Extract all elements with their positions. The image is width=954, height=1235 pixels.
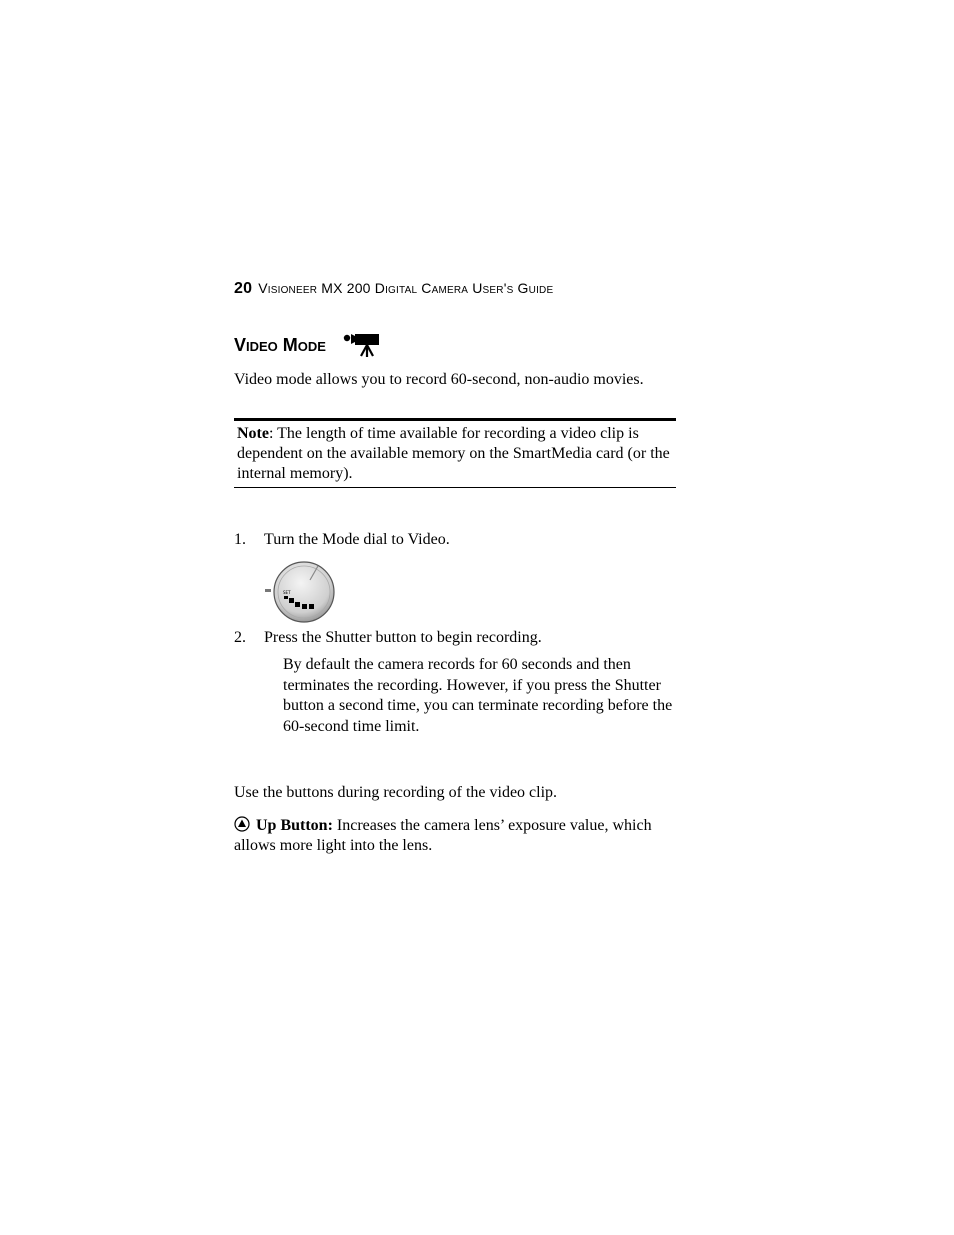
intro-paragraph: Video mode allows you to record 60-second, non-audio movies.: [234, 371, 644, 388]
note-box: [234, 418, 676, 488]
note-body: : The length of time available for recording a video clip is dependent on the available memory on the SmartMedia card (or the internal memory).: [237, 425, 670, 482]
page-number: 20: [234, 280, 253, 297]
mode-dial-image: [264, 560, 336, 624]
up-button-text: Increases the camera lens’ exposure value, which allows more light into the lens.: [234, 817, 652, 854]
svg-text:SET: SET: [283, 590, 291, 595]
note-label: Note: [237, 425, 269, 442]
running-title: Visioneer MX 200 Digital Camera User's Guide: [258, 280, 554, 296]
note-text: [237, 424, 673, 484]
up-button-description: [234, 816, 676, 856]
step-1-text: Turn the Mode dial to Video.: [264, 531, 450, 548]
up-button-label: Up Button:: [256, 817, 333, 834]
step-2-detail: By default the camera records for 60 seconds and then terminates the recording. However, if you press the Shutter button a second time, you can terminate recording before the 60-second time limit.: [283, 656, 673, 735]
step-2-text: Press the Shutter button to begin recording.: [264, 629, 542, 646]
buttons-intro: Use the buttons during recording of the video clip.: [234, 784, 558, 801]
section-title: Video Mode: [234, 335, 326, 355]
step-2-number: 2.: [234, 629, 246, 646]
video-camera-icon: [342, 332, 382, 358]
running-header: [234, 280, 553, 298]
step-1-number: 1.: [234, 531, 246, 548]
up-arrow-button-icon: [234, 816, 250, 832]
